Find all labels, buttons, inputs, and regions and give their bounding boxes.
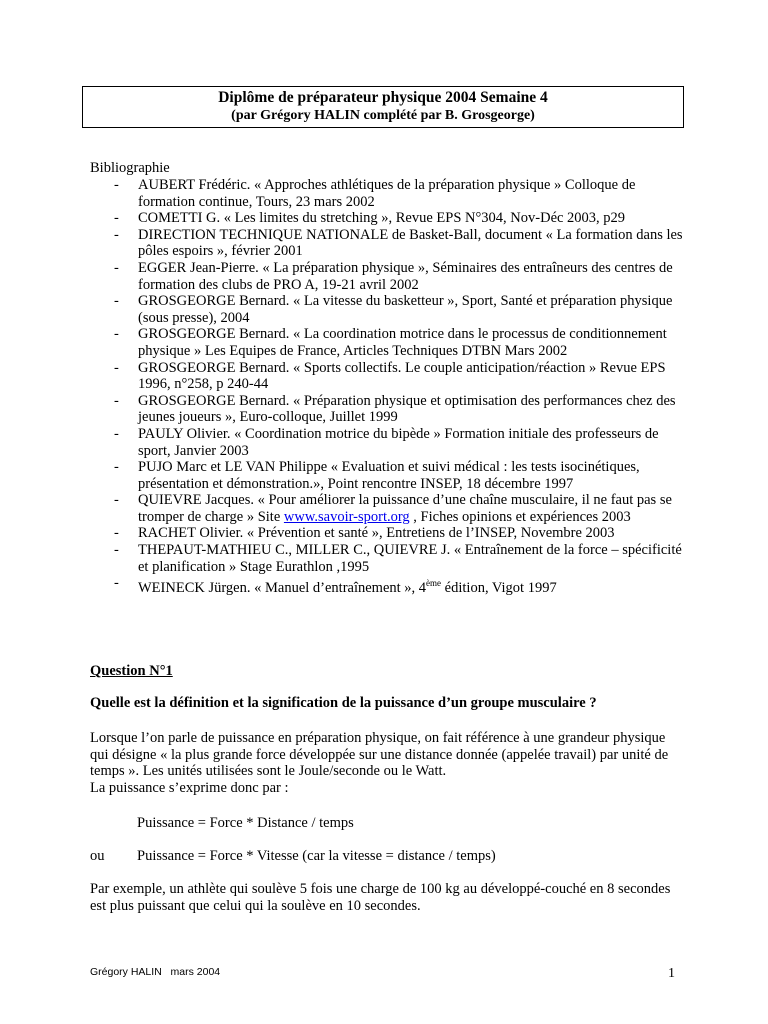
example-paragraph: Par exemple, un athlète qui soulève 5 fois une charge de 100 kg au développé-couché en 8 secondes est plus puissant que celui qui la soulève en 10 secondes. [90,881,671,914]
equation-or-label: ou [90,848,105,864]
question-heading: Question N°1 [90,663,173,679]
list-item: - DIRECTION TECHNIQUE NATIONALE de Basket-Ball, document « La formation dans les pôles espoirs », février 2001 [114,226,683,260]
document-subtitle: (par Grégory HALIN complété par B. Grosgeorge) [231,108,535,123]
bibliography-heading: Bibliographie [90,160,170,176]
document-title: Diplôme de préparateur physique 2004 Semaine 4 [218,89,548,106]
list-item: - QUIEVRE Jacques. « Pour améliorer la puissance d’une chaîne musculaire, il ne faut pas se tromper de charge » Site www.savoir-sport.org , Fiches opinions et expériences 2003 [114,492,672,525]
savoir-sport-link[interactable]: www.savoir-sport.org [283,508,410,525]
document-title-box [82,86,684,128]
list-item: - GROSGEORGE Bernard. « Préparation physique et optimisation des performances chez des jeunes joueurs », Euro-colloque, Juillet 1999 [114,392,676,426]
list-item: - COMETTI G. « Les limites du stretching », Revue EPS N°304, Nov-Déc 2003, p29 [114,210,626,227]
equation-power-distance: Puissance = Force * Distance / temps [137,815,354,831]
definition-paragraph: Lorsque l’on parle de puissance en préparation physique, on fait référence à une grandeur physique qui désigne « la plus grande force développée sur une distance donnée (appelée travail) par unité de temps ». Les unités utilisées sont le Joule/seconde ou le Watt. La puissance s’exprime donc par : [90,730,669,796]
footer-author: Grégory HALIN mars 2004 [90,966,221,978]
list-item: - PUJO Marc et LE VAN Philippe « Evaluation et suivi médical : les tests isocinétiques, présentation et démonstration.», Point rencontre INSEP, 18 décembre 1997 [114,459,640,492]
list-item: - EGGER Jean-Pierre. « La préparation physique », Séminaires des entraîneurs des centres de formation des clubs de PRO A, 19-21 avril 2002 [114,259,673,293]
list-item: - PAULY Olivier. « Coordination motrice du bipède » Formation initiale des professeurs de sport, Janvier 2003 [114,425,659,459]
list-item: - RACHET Olivier. « Prévention et santé », Entretiens de l’INSEP, Novembre 2003 [114,525,615,542]
list-item: - THEPAUT-MATHIEU C., MILLER C., QUIEVRE J. « Entraînement de la force – spécificité et planification » Stage Eurathlon ,1995 [114,542,682,575]
list-item: - WEINECK Jürgen. « Manuel d’entraînement », 4ème édition, Vigot 1997 [114,575,557,597]
list-item: - GROSGEORGE Bernard. « La vitesse du basketteur », Sport, Santé et préparation physique (sous presse), 2004 [114,293,673,326]
list-item: - GROSGEORGE Bernard. « Sports collectifs. Le couple anticipation/réaction » Revue EPS 1996, n°258, p 240-44 [114,359,666,393]
list-item: - AUBERT Frédéric. « Approches athlétiques de la préparation physique » Colloque de formation continue, Tours, 23 mars 2002 [114,177,636,210]
page-number: 1 [668,966,675,981]
equation-power-velocity: Puissance = Force * Vitesse (car la vitesse = distance / temps) [137,848,496,864]
list-item: - GROSGEORGE Bernard. « La coordination motrice dans le processus de conditionnement physique » Les Equipes de France, Articles Techniques DTBN Mars 2002 [114,326,667,359]
bibliography-list [90,177,690,597]
question-text: Quelle est la définition et la signification de la puissance d’un groupe musculaire ? [90,695,597,711]
